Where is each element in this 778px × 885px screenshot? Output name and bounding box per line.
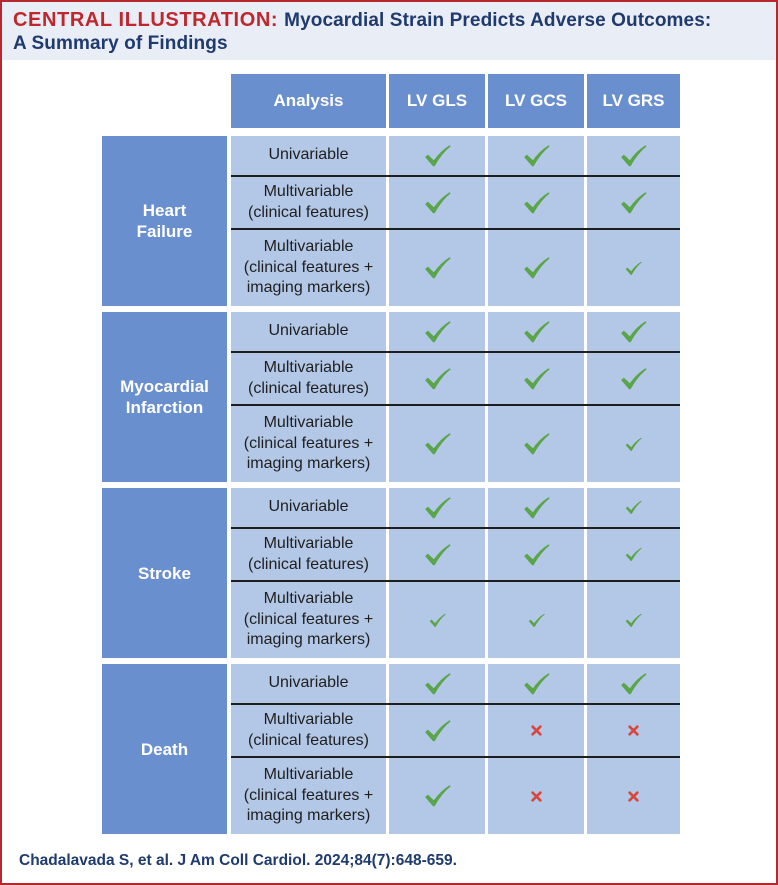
- title-text-1: Myocardial Strain Predicts Adverse Outcomes:: [284, 10, 712, 31]
- result-cell: [587, 758, 680, 834]
- analysis-label: Univariable: [268, 498, 349, 516]
- analysis-label: Univariable: [268, 322, 349, 340]
- large-check-icon: [523, 543, 550, 567]
- large-check-icon: [523, 432, 550, 456]
- result-cell: [389, 230, 485, 306]
- analysis-cell: [231, 312, 386, 351]
- result-cell: [389, 705, 485, 756]
- group-label: Myocardial Infarction: [120, 377, 209, 417]
- large-check-icon: [424, 367, 451, 391]
- analysis-label: Multivariable (clinical features): [248, 711, 369, 749]
- small-check-icon: [625, 261, 642, 276]
- large-check-icon: [424, 191, 451, 215]
- large-check-icon: [620, 367, 647, 391]
- column-header: [587, 74, 680, 128]
- result-cell: [488, 664, 584, 703]
- analysis-label: Multivariable (clinical features + imaging markers): [243, 414, 374, 473]
- cross-icon: [628, 791, 639, 802]
- analysis-label: Multivariable (clinical features + imaging markers): [243, 238, 374, 297]
- result-cell: [389, 664, 485, 703]
- analysis-label: Multivariable (clinical features + imaging markers): [243, 590, 374, 649]
- result-cell: [389, 582, 485, 658]
- result-cell: [587, 230, 680, 306]
- analysis-cell: [231, 529, 386, 580]
- large-check-icon: [523, 191, 550, 215]
- analysis-cell: [231, 406, 386, 482]
- result-cell: [587, 488, 680, 527]
- large-check-icon: [620, 144, 647, 168]
- large-check-icon: [523, 320, 550, 344]
- small-check-icon: [625, 437, 642, 452]
- result-cell: [389, 136, 485, 175]
- analysis-cell: [231, 582, 386, 658]
- result-cell: [587, 529, 680, 580]
- column-header-label: LV GRS: [602, 91, 665, 110]
- large-check-icon: [620, 672, 647, 696]
- result-cell: [389, 353, 485, 404]
- group-label: Heart Failure: [136, 201, 193, 241]
- result-cell: [389, 312, 485, 351]
- result-cell: [488, 488, 584, 527]
- small-check-icon: [429, 613, 446, 628]
- title-tag: CENTRAL ILLUSTRATION:: [13, 9, 279, 31]
- column-header-label: Analysis: [273, 91, 344, 110]
- result-cell: [488, 312, 584, 351]
- result-cell: [488, 406, 584, 482]
- large-check-icon: [523, 672, 550, 696]
- cross-icon: [628, 725, 639, 736]
- analysis-label: Multivariable (clinical features): [248, 535, 369, 573]
- large-check-icon: [424, 496, 451, 520]
- citation: Chadalavada S, et al. J Am Coll Cardiol. 2024;84(7):648-659.: [19, 852, 457, 869]
- analysis-cell: [231, 705, 386, 756]
- result-cell: [587, 705, 680, 756]
- title-line-2: A Summary of Findings: [13, 33, 228, 54]
- result-cell: [488, 230, 584, 306]
- result-cell: [587, 664, 680, 703]
- column-header: [231, 74, 386, 128]
- title-band: [2, 2, 776, 60]
- result-cell: [587, 312, 680, 351]
- result-cell: [488, 177, 584, 228]
- large-check-icon: [424, 672, 451, 696]
- result-cell: [389, 177, 485, 228]
- analysis-label: Multivariable (clinical features): [248, 359, 369, 397]
- result-cell: [488, 136, 584, 175]
- analysis-label: Multivariable (clinical features + imaging markers): [243, 766, 374, 825]
- result-cell: [587, 136, 680, 175]
- cross-icon: [531, 791, 542, 802]
- small-check-icon: [625, 500, 642, 515]
- large-check-icon: [523, 496, 550, 520]
- result-cell: [389, 488, 485, 527]
- column-header: [488, 74, 584, 128]
- result-cell: [488, 705, 584, 756]
- large-check-icon: [424, 719, 451, 743]
- analysis-label: Multivariable (clinical features): [248, 183, 369, 221]
- large-check-icon: [424, 784, 451, 808]
- result-cell: [389, 406, 485, 482]
- large-check-icon: [523, 144, 550, 168]
- column-header-label: LV GCS: [504, 91, 568, 110]
- result-cell: [488, 529, 584, 580]
- large-check-icon: [523, 256, 550, 280]
- small-check-icon: [625, 613, 642, 628]
- group-label: Stroke: [138, 563, 191, 583]
- large-check-icon: [424, 144, 451, 168]
- group-label: Death: [140, 739, 189, 759]
- analysis-cell: [231, 177, 386, 228]
- group-label-cell: [102, 312, 227, 482]
- analysis-cell: [231, 230, 386, 306]
- large-check-icon: [424, 543, 451, 567]
- small-check-icon: [528, 613, 545, 628]
- result-cell: [587, 353, 680, 404]
- analysis-label: Univariable: [268, 146, 349, 164]
- result-cell: [587, 177, 680, 228]
- result-cell: [587, 406, 680, 482]
- large-check-icon: [424, 432, 451, 456]
- title-line-1: [13, 9, 711, 32]
- analysis-cell: [231, 488, 386, 527]
- analysis-cell: [231, 136, 386, 175]
- result-cell: [389, 758, 485, 834]
- column-header-label: LV GLS: [406, 91, 468, 110]
- group-label-cell: [102, 136, 227, 306]
- small-check-icon: [625, 547, 642, 562]
- large-check-icon: [424, 256, 451, 280]
- analysis-cell: [231, 664, 386, 703]
- result-cell: [587, 582, 680, 658]
- result-cell: [488, 582, 584, 658]
- result-cell: [488, 758, 584, 834]
- analysis-label: Univariable: [268, 674, 349, 692]
- result-cell: [389, 529, 485, 580]
- large-check-icon: [620, 191, 647, 215]
- large-check-icon: [424, 320, 451, 344]
- analysis-cell: [231, 758, 386, 834]
- large-check-icon: [523, 367, 550, 391]
- analysis-cell: [231, 353, 386, 404]
- result-cell: [488, 353, 584, 404]
- column-header: [389, 74, 485, 128]
- large-check-icon: [620, 320, 647, 344]
- group-label-cell: [102, 664, 227, 834]
- group-label-cell: [102, 488, 227, 658]
- cross-icon: [531, 725, 542, 736]
